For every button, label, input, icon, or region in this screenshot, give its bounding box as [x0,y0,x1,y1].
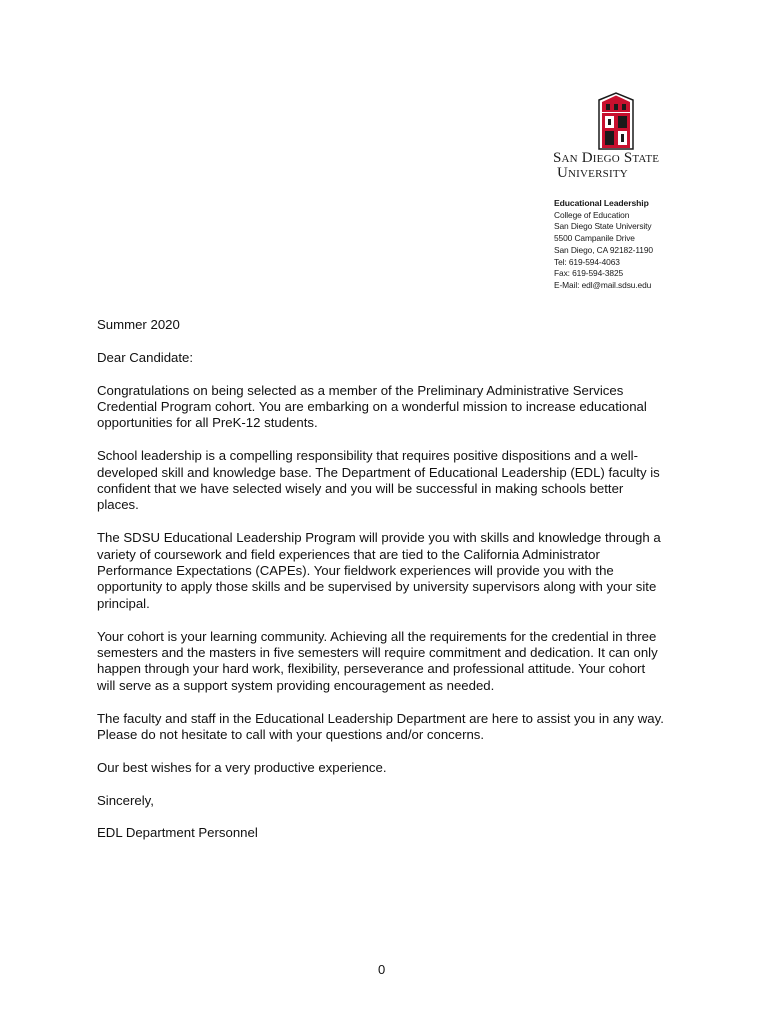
telephone: Tel: 619-594-4063 [554,256,620,267]
university-name: San Diego State University [554,221,652,232]
university-name-line2: University [557,165,628,181]
fax: Fax: 619-594-3825 [554,268,624,279]
department-name: Educational Leadership [554,198,649,208]
letter-closing: Sincerely, [97,792,154,808]
college-name: College of Education [554,209,630,220]
letter-paragraph: School leadership is a compelling responsibility that requires positive dispositions and a well-developed skill and knowledge base. The Department of Educational Leadership (EDL) faculty is confident that we have selected wisely and you will be successful in making schools better places. [97,448,660,513]
city-state-zip: San Diego, CA 92182-1190 [554,244,653,255]
sdsu-tower-logo [597,92,635,150]
letter-signature: EDL Department Personnel [97,825,258,841]
letter-paragraph: Congratulations on being selected as a member of the Preliminary Administrative Services Credential Program cohort. You are embarking on a wonderful mission to increase educational opportunities for all PreK-12 students. [97,382,647,431]
email: E-Mail: edl@mail.sdsu.edu [554,279,652,290]
letter-body [97,317,667,858]
letter-paragraph: Your cohort is your learning community. Achieving all the requirements for the credential in three semesters and the masters in five semesters will require commitment and dedication. It can only happen through your hard work, flexibility, perseverance and professional attitude. Your cohort will serve as a support system providing encouragement as needed. [97,628,658,693]
department-address-block [554,198,653,292]
page-number: 0 [378,962,386,977]
letter-paragraph: The SDSU Educational Leadership Program will provide you with skills and knowledge through a variety of coursework and field experiences that are tied to the California Administrator Performance Expectations (CAPEs). Your fieldwork experiences will provide you with the opportunity to apply those skills and be supervised by university supervisors along with your site principal. [97,530,661,611]
letter-paragraph: The faculty and staff in the Educational Leadership Department are here to assist you in any way. Please do not hesitate to call with your questions and/or concerns. [97,710,664,743]
letter-paragraph: Our best wishes for a very productive experience. [97,759,387,775]
letter-date: Summer 2020 [97,317,180,332]
university-wordmark [553,151,693,181]
letter-salutation: Dear Candidate: [97,349,194,365]
university-name-line1: San Diego State [553,150,660,166]
street-address: 5500 Campanile Drive [554,233,635,244]
